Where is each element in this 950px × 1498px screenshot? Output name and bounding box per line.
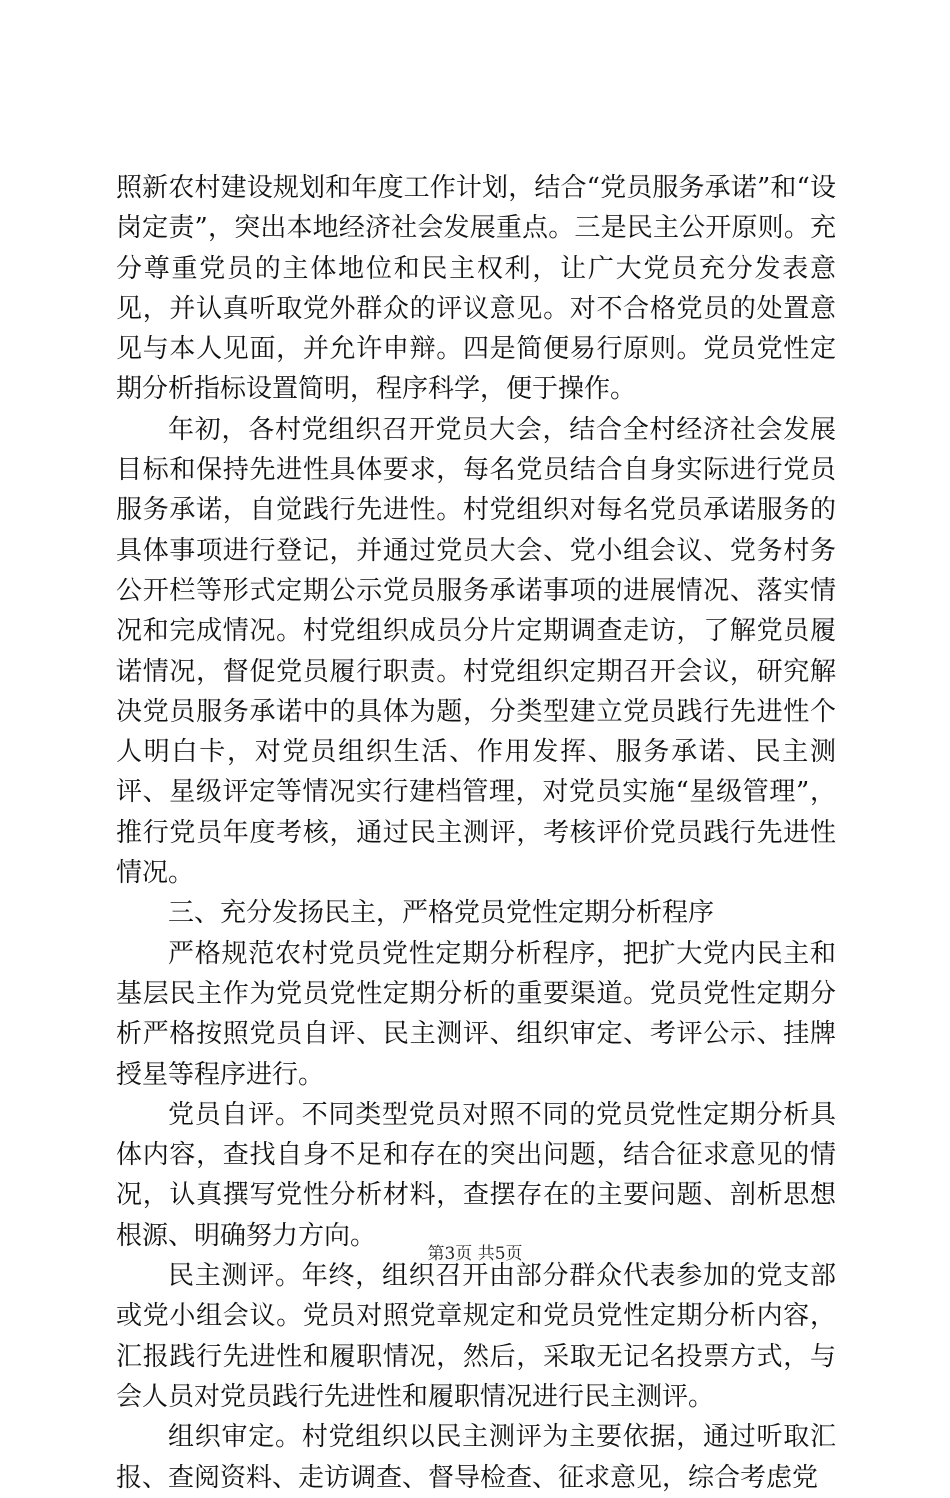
paragraph-5: 党员自评。不同类型党员对照不同的党员党性定期分析具体内容，查找自身不足和存在的突出问题，结合征求意见的情况，认真撰写党性分析材料，查摆存在的主要问题、剖析思想根源、明确努力方向。: [116, 1099, 836, 1251]
document-body: [116, 168, 836, 1498]
page-number-footer: 第3页 共5页: [427, 1244, 523, 1264]
paragraph-6: 民主测评。年终，组织召开由部分群众代表参加的党支部或党小组会议。党员对照党章规定和党员党性定期分析内容，汇报践行先进性和履职情况，然后，采取无记名投票方式，与会人员对党员践行先进性和履职情况进行民主测评。: [116, 1261, 836, 1412]
paragraph-7: 组织审定。村党组织以民主测评为主要依据，通过听取汇报、查阅资料、走访调查、督导检查、征求意见，综合考虑党: [116, 1422, 836, 1493]
paragraph-2: 年初，各村党组织召开党员大会，结合全村经济社会发展目标和保持先进性具体要求，每名党员结合自身实际进行党员服务承诺，自觉践行先进性。村党组织对每名党员承诺服务的具体事项进行登记，并通过党员大会、党小组会议、党务村务公开栏等形式定期公示党员服务承诺事项的进展情况、落实情况和完成情况。村党组织成员分片定期调查走访，了解党员履诺情况，督促党员履行职责。村党组织定期召开会议，研究解决党员服务承诺中的具体为题，分类型建立党员践行先进性个人明白卡，对党员组织生活、作用发挥、服务承诺、民主测评、星级评定等情况实行建档管理，对党员实施“星级管理”，推行党员年度考核，通过民主测评，考核评价党员践行先进性情况。: [116, 414, 836, 889]
paragraph-4: 严格规范农村党员党性定期分析程序，把扩大党内民主和基层民主作为党员党性定期分析的重要渠道。党员党性定期分析严格按照党员自评、民主测评、组织审定、考评公示、挂牌授星等程序进行。: [116, 938, 836, 1090]
paragraph-1: 照新农村建设规划和年度工作计划，结合“党员服务承诺”和“设岗定责”，突出本地经济社会发展重点。三是民主公开原则。充分尊重党员的主体地位和民主权利，让广大党员充分发表意见，并认真听取党外群众的评议意见。对不合格党员的处置意见与本人见面，并允许申辩。四是简便易行原则。党员党性定期分析指标设置简明，程序科学，便于操作。: [116, 173, 836, 405]
section-heading: 三、充分发扬民主，严格党员党性定期分析程序: [168, 898, 715, 929]
